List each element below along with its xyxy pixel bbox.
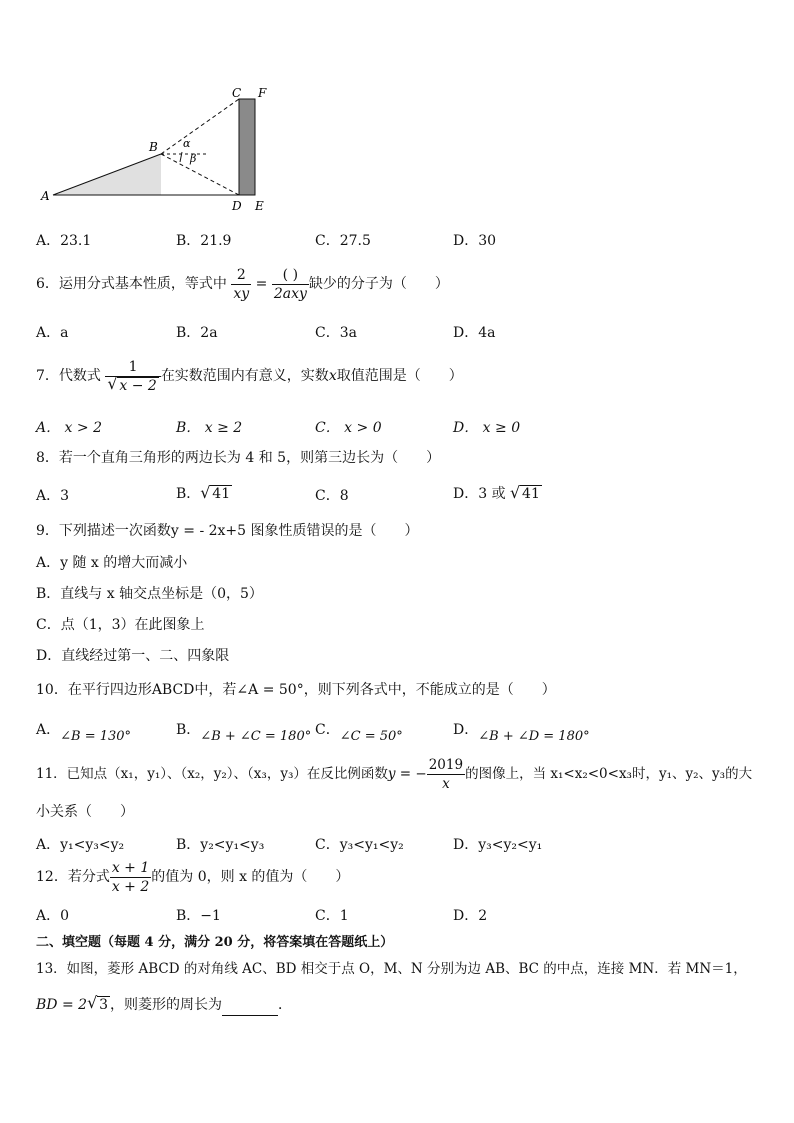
label-alpha: α bbox=[183, 137, 191, 150]
q11-text-b: 的图像上，当 x₁<x₂<0<x₃时，y₁、y₂、y₃的大 bbox=[465, 766, 753, 782]
q11-fraction bbox=[427, 756, 465, 793]
q10-option-c bbox=[315, 719, 403, 744]
q7-option-d: D． x ≥ 0 bbox=[453, 420, 521, 436]
q6-fraction-right bbox=[272, 266, 309, 303]
q7-prefix: 7．代数式 bbox=[36, 368, 101, 384]
sqrt-symbol: √ bbox=[87, 993, 98, 1012]
q7-var: x bbox=[328, 368, 337, 384]
label-beta: β bbox=[190, 152, 197, 165]
q6-option-a: A．a bbox=[36, 325, 69, 341]
q13-end: ． bbox=[277, 997, 292, 1013]
q11-option-c: C．y₃<y₁<y₂ bbox=[315, 837, 404, 853]
q10-option-a bbox=[36, 719, 131, 744]
q9-option-c: C．点（1，3）在此图象上 bbox=[36, 617, 205, 633]
q10-option-b bbox=[176, 719, 311, 744]
q10-stem: 10．在平行四边形ABCD中，若∠A = 50°，则下列各式中，不能成立的是（ ） bbox=[36, 682, 556, 698]
q6-prefix: 6．运用分式基本性质，等式中 bbox=[36, 276, 227, 292]
q10-option-b-expr: ∠B + ∠C = 180° bbox=[200, 729, 312, 744]
q10-option-d-expr: ∠B + ∠D = 180° bbox=[478, 729, 590, 744]
sqrt-symbol: √ bbox=[200, 483, 211, 502]
q12-prefix: 12．若分式 bbox=[36, 869, 110, 885]
q6-frac2-den: 2axy bbox=[273, 285, 307, 302]
q7-frac-den: x − 2 bbox=[119, 377, 157, 394]
q6-stem bbox=[36, 264, 449, 304]
q6-frac1-den: xy bbox=[233, 285, 250, 302]
q8-sqrt-d bbox=[510, 485, 542, 502]
q8-option-d-label: D．3 或 bbox=[453, 486, 511, 502]
q9-option-a: A．y 随 x 的增大而减小 bbox=[36, 555, 188, 571]
q11-func-lhs: y = − bbox=[387, 766, 427, 782]
q7-fraction bbox=[105, 358, 160, 395]
q9-stem: 9．下列描述一次函数y = - 2x+5 图象性质错误的是（ ） bbox=[36, 523, 419, 539]
building-CDEF bbox=[239, 99, 255, 195]
q5-option-d: D．30 bbox=[453, 233, 497, 249]
q13-line1: 13．如图，菱形 ABCD 的对角线 AC、BD 相交于点 O，M、N 分别为边 AB、BC 的中点，连接 MN．若 MN＝1， bbox=[36, 961, 747, 977]
q8-option-a: A．3 bbox=[36, 488, 70, 504]
sqrt-symbol: √ bbox=[510, 483, 521, 502]
q11-frac-den: x bbox=[442, 776, 450, 792]
q5-option-a: A．23.1 bbox=[36, 233, 92, 249]
q12-option-d: D．2 bbox=[453, 908, 488, 924]
answer-blank[interactable] bbox=[222, 1001, 278, 1016]
geometry-figure bbox=[36, 84, 276, 214]
q12-option-c: C．1 bbox=[315, 908, 349, 924]
q10-option-d-label: D． bbox=[453, 722, 479, 738]
q11-text-a: 11．已知点（x₁，y₁）、（x₂，y₂）、（x₃，y₃）在反比例函数 bbox=[36, 766, 388, 782]
q8-sqrt-d-val: 41 bbox=[522, 486, 540, 502]
q10-option-a-label: A． bbox=[36, 722, 61, 738]
q6-fraction-left bbox=[231, 266, 251, 303]
q9-option-d: D．直线经过第一、二、四象限 bbox=[36, 648, 230, 664]
q8-option-c: C．8 bbox=[315, 488, 349, 504]
q13-suffix: ，则菱形的周长为 bbox=[109, 997, 222, 1013]
label-C: C bbox=[232, 86, 242, 100]
q5-option-b: B．21.9 bbox=[176, 233, 232, 249]
q6-option-b: B．2a bbox=[176, 325, 218, 341]
q8-option-d bbox=[453, 483, 542, 503]
q7-option-c: C． x > 0 bbox=[315, 420, 382, 436]
q12-frac-den: x + 2 bbox=[111, 878, 150, 895]
q8-sqrt-b-val: 41 bbox=[212, 486, 231, 502]
q8-option-b-label: B． bbox=[176, 486, 201, 502]
q7-frac-num: 1 bbox=[105, 358, 160, 377]
q12-stem bbox=[36, 857, 349, 897]
q6-equals: = bbox=[255, 276, 268, 292]
q11-option-d: D．y₃<y₂<y₁ bbox=[453, 837, 543, 853]
label-B: B bbox=[149, 140, 158, 154]
q8-sqrt-b bbox=[200, 485, 232, 502]
q12-option-b: B．−1 bbox=[176, 908, 221, 924]
q13-sqrt bbox=[87, 994, 110, 1016]
q7-suffix2: 取值范围是（ ） bbox=[336, 368, 463, 384]
q10-option-a-expr: ∠B = 130° bbox=[60, 729, 132, 744]
q6-option-d: D．4a bbox=[453, 325, 496, 341]
label-A: A bbox=[41, 189, 50, 203]
q10-option-c-label: C． bbox=[315, 722, 340, 738]
line-BD-dashed bbox=[161, 154, 239, 195]
q6-frac1-num: 2 bbox=[231, 266, 251, 285]
q6-frac2-num: ( ) bbox=[272, 266, 309, 285]
q7-suffix: 在实数范围内有意义，实数 bbox=[160, 368, 329, 384]
label-F: F bbox=[258, 86, 267, 100]
q6-option-c: C．3a bbox=[315, 325, 357, 341]
q12-option-a: A．0 bbox=[36, 908, 70, 924]
sqrt-symbol: √ bbox=[107, 373, 118, 393]
q5-option-c: C．27.5 bbox=[315, 233, 371, 249]
q10-option-d bbox=[453, 719, 590, 744]
q7-sqrt bbox=[107, 373, 158, 395]
q9-option-b: B．直线与 x 轴交点坐标是（0，5） bbox=[36, 586, 263, 602]
q7-option-b: B． x ≥ 2 bbox=[176, 420, 243, 436]
q11-option-a: A．y₁<y₃<y₂ bbox=[36, 837, 125, 853]
q12-suffix: 的值为 0，则 x 的值为（ ） bbox=[151, 869, 350, 885]
q8-option-b bbox=[176, 483, 232, 503]
line-BC-dashed bbox=[161, 99, 239, 154]
q12-fraction bbox=[110, 859, 151, 896]
label-D: D bbox=[232, 199, 242, 213]
q7-frac-den-wrap bbox=[105, 373, 160, 395]
q8-stem: 8．若一个直角三角形的两边长为 4 和 5，则第三边长为（ ） bbox=[36, 450, 441, 466]
label-E: E bbox=[255, 199, 264, 213]
q10-option-b-label: B． bbox=[176, 722, 201, 738]
q11-option-b: B．y₂<y₁<y₃ bbox=[176, 837, 265, 853]
q11-stem-line1 bbox=[36, 754, 752, 794]
q7-option-a: A． x > 2 bbox=[36, 420, 102, 436]
q12-frac-num: x + 1 bbox=[111, 859, 150, 876]
q11-frac-num: 2019 bbox=[428, 757, 464, 773]
q7-stem bbox=[36, 356, 463, 396]
q6-suffix: 缺少的分子为（ ） bbox=[308, 276, 449, 292]
q13-bd-prefix: BD = 2 bbox=[36, 997, 88, 1013]
section-title: 二、填空题（每题 4 分，满分 20 分，将答案填在答题纸上） bbox=[36, 935, 394, 950]
q13-line2 bbox=[36, 994, 292, 1016]
q11-stem-line2: 小关系（ ） bbox=[36, 804, 134, 820]
q13-sqrt-val: 3 bbox=[99, 997, 108, 1013]
q10-option-c-expr: ∠C = 50° bbox=[339, 729, 403, 744]
